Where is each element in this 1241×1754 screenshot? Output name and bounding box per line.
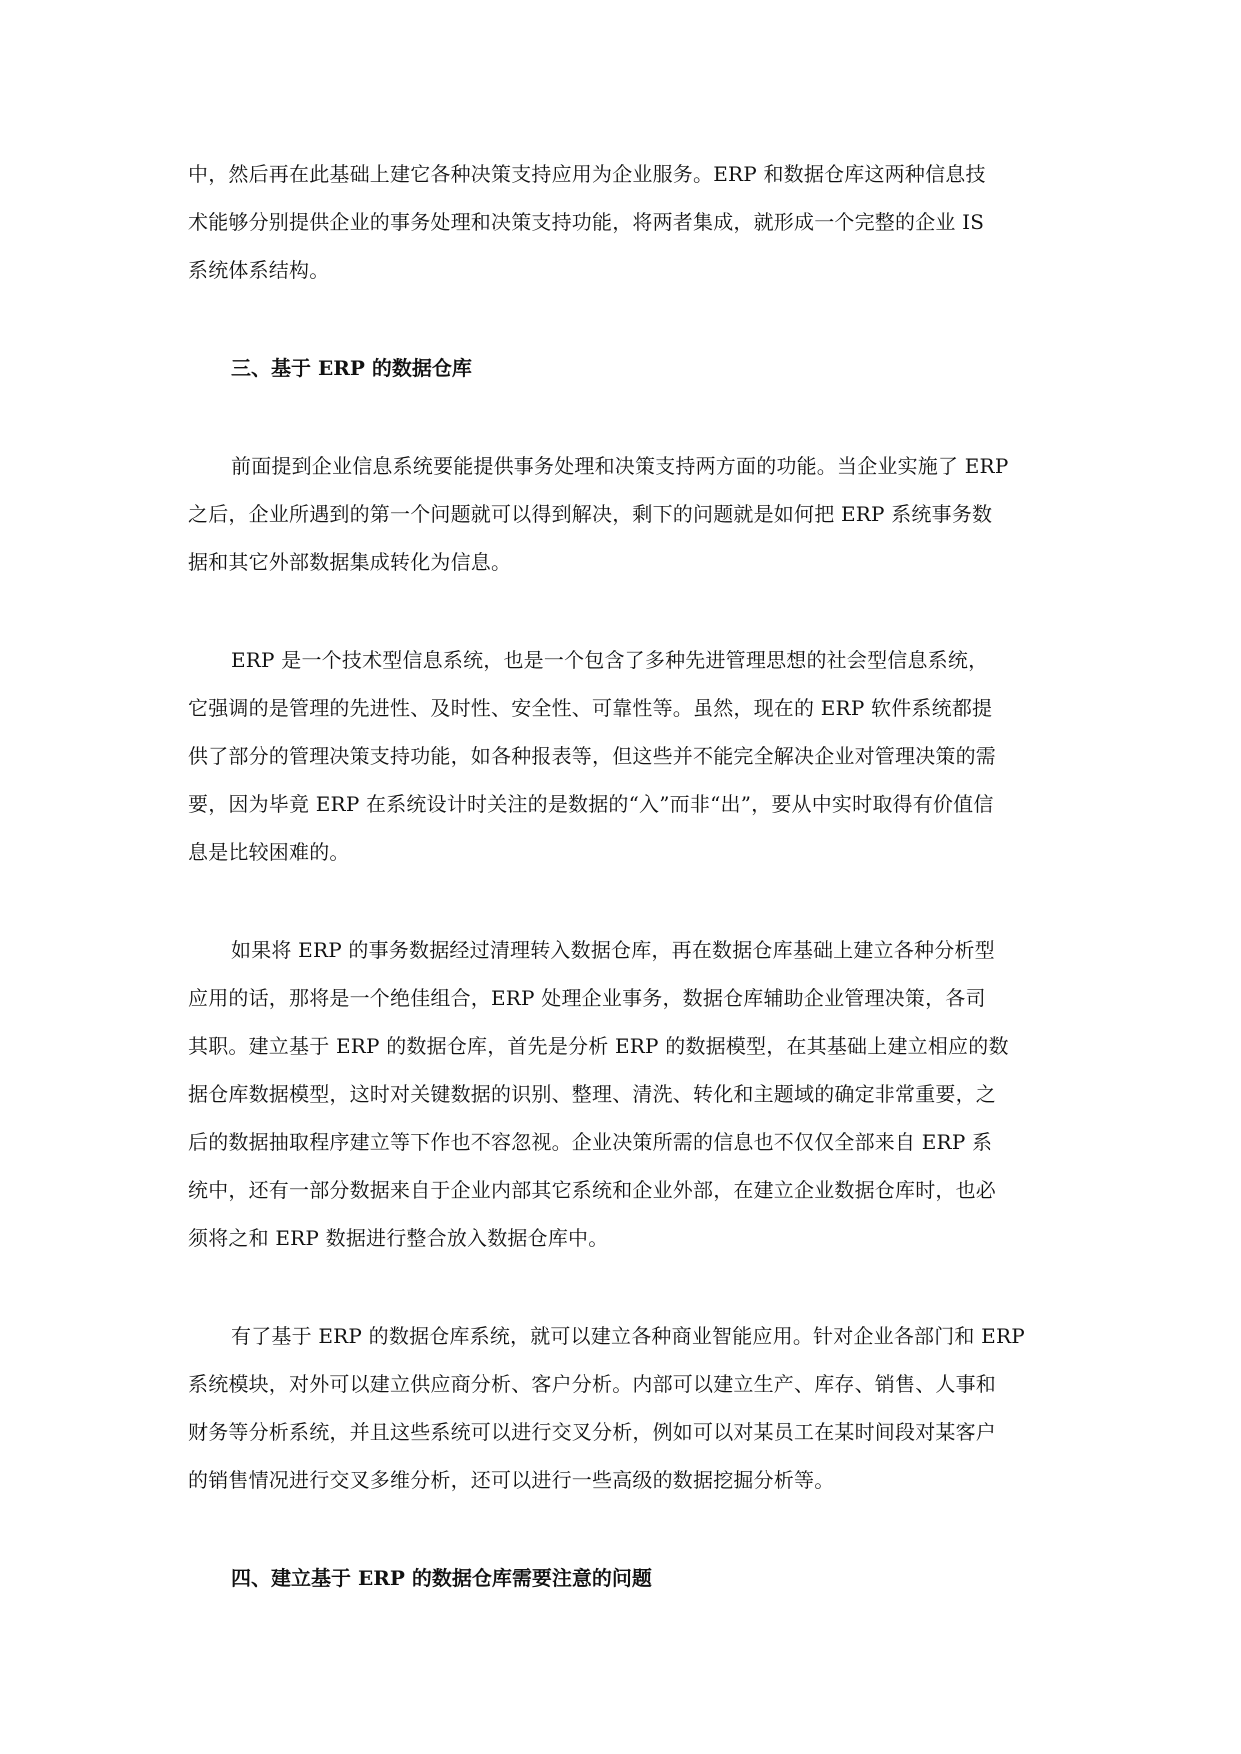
text-line: 供了部分的管理决策支持功能，如各种报表等，但这些并不能完全解决企业对管理决策的需 [188,744,996,768]
text-line: 后的数据抽取程序建立等下作也不容忽视。企业决策所需的信息也不仅仅全部来自 ERP 系 [188,1130,993,1154]
text-line: 要，因为毕竟 ERP 在系统设计时关注的是数据的“入”而非“出”，要从中实时取得有价值信 [188,792,994,816]
text-line: 如果将 ERP 的事务数据经过清理转入数据仓库，再在数据仓库基础上建立各种分析型 [231,938,995,962]
text-line: 之后，企业所遇到的第一个问题就可以得到解决，剩下的问题就是如何把 ERP 系统事务数 [188,502,993,526]
paragraph-business-intelligence [188,1312,1068,1504]
text-line: 系统模块，对外可以建立供应商分析、客户分析。内部可以建立生产、库存、销售、人事和 [188,1372,996,1396]
text-line: 须将之和 ERP 数据进行整合放入数据仓库中。 [188,1226,609,1250]
text-line: 前面提到企业信息系统要能提供事务处理和决策支持两方面的功能。当企业实施了 ERP [231,454,1009,478]
section-heading-4: 四、建立基于 ERP 的数据仓库需要注意的问题 [231,1566,652,1590]
text-line: 据仓库数据模型，这时对关键数据的识别、整理、清洗、转化和主题域的确定非常重要，之 [188,1082,996,1106]
text-line: 中，然后再在此基础上建它各种决策支持应用为企业服务。ERP 和数据仓库这两种信息技 [188,162,986,186]
text-line: 的销售情况进行交叉多维分析，还可以进行一些高级的数据挖掘分析等。 [188,1468,835,1492]
text-line: 统中，还有一部分数据来自于企业内部其它系统和企业外部，在建立企业数据仓库时，也必 [188,1178,996,1202]
section-heading-3: 三、基于 ERP 的数据仓库 [231,356,472,380]
text-line: 据和其它外部数据集成转化为信息。 [188,550,512,574]
paragraph-intro-continuation [188,150,1068,294]
text-line: 应用的话，那将是一个绝佳组合，ERP 处理企业事务，数据仓库辅助企业管理决策，各司 [188,986,986,1010]
paragraph-erp-definition [188,636,1068,876]
paragraph-erp-info-system [188,442,1068,586]
text-line: 系统体系结构。 [188,258,330,282]
text-line: 它强调的是管理的先进性、及时性、安全性、可靠性等。虽然，现在的 ERP 软件系统都提 [188,696,993,720]
document-page [188,150,1068,1652]
paragraph-data-warehouse-build [188,926,1068,1262]
text-line: 其职。建立基于 ERP 的数据仓库，首先是分析 ERP 的数据模型，在其基础上建立相应的数 [188,1034,1009,1058]
text-line: 息是比较困难的。 [188,840,350,864]
text-line: 财务等分析系统，并且这些系统可以进行交叉分析，例如可以对某员工在某时间段对某客户 [188,1420,996,1444]
text-line: ERP 是一个技术型信息系统，也是一个包含了多种先进管理思想的社会型信息系统， [231,648,989,672]
text-line: 有了基于 ERP 的数据仓库系统，就可以建立各种商业智能应用。针对企业各部门和 ERP [231,1324,1025,1348]
text-line: 术能够分别提供企业的事务处理和决策支持功能，将两者集成，就形成一个完整的企业 IS [188,210,985,234]
